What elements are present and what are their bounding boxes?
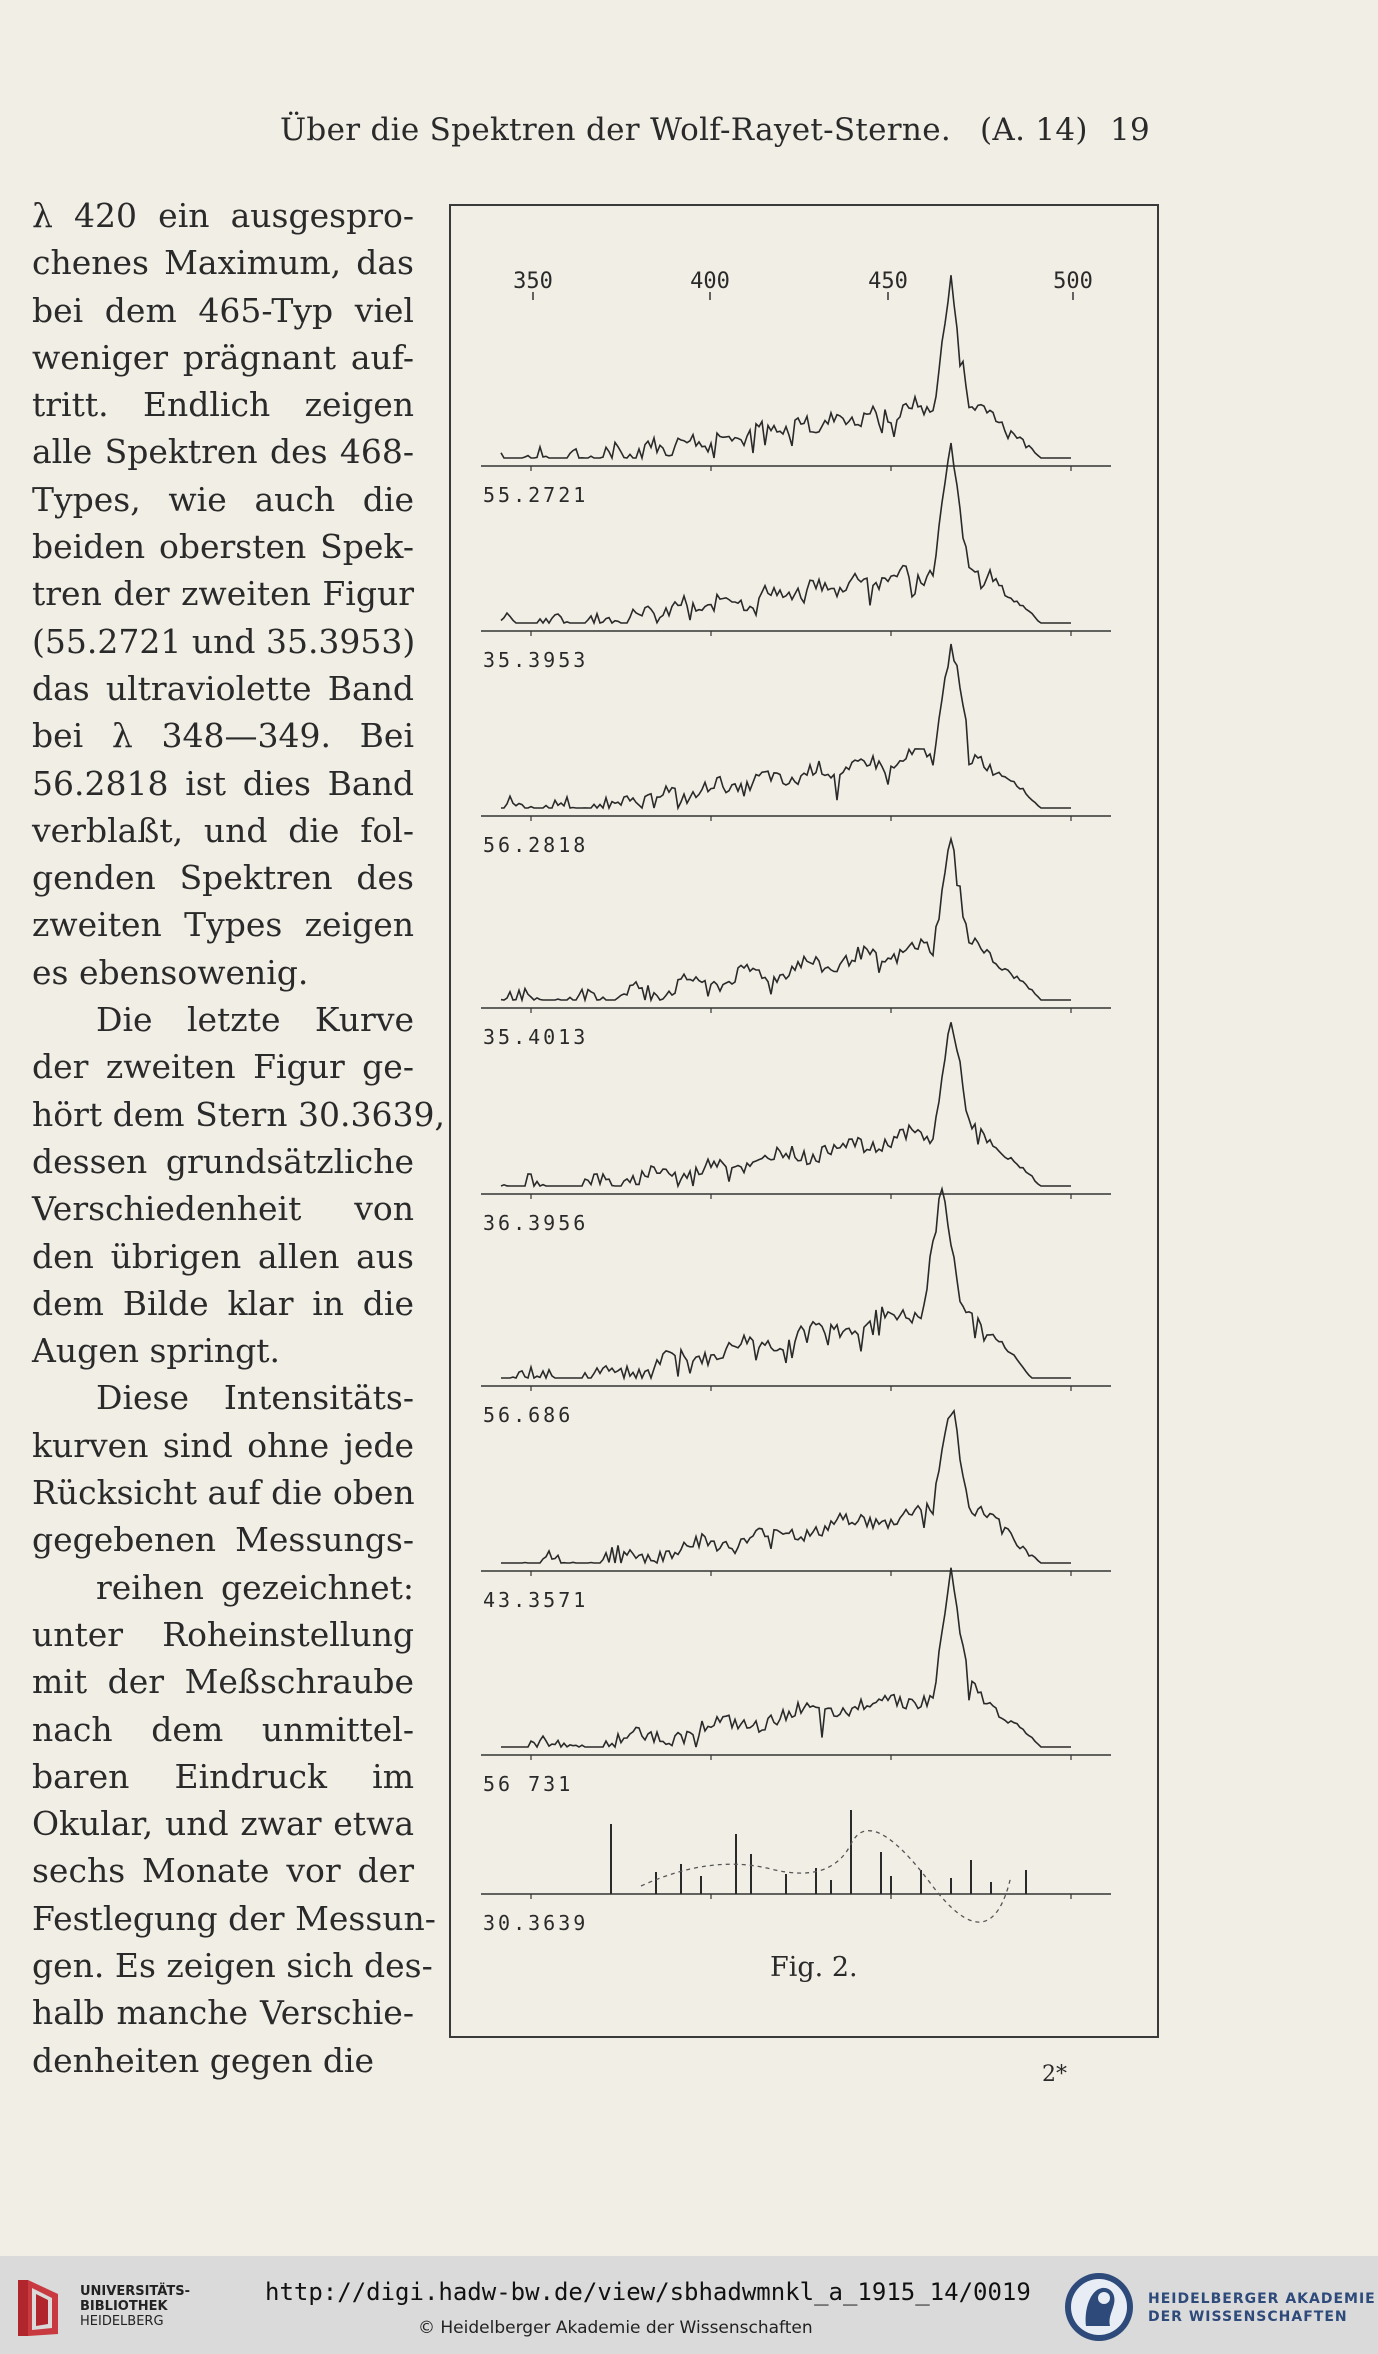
dotted-envelope-curve	[641, 1831, 1011, 1922]
text-line: Augen springt.	[32, 1331, 280, 1371]
text-line: 56.2818 ist dies Band	[32, 763, 414, 803]
academy-name-line-2: DER WISSENSCHAFTEN	[1148, 2309, 1348, 2325]
curve-label: 56.2818	[483, 833, 589, 857]
intensity-curve	[501, 275, 1071, 458]
running-title: Über die Spektren der Wolf-Rayet-Sterne.	[280, 112, 951, 148]
text-line: chenes Maximum, das	[32, 243, 414, 283]
text-line: gegebenen Messungs-	[32, 1520, 414, 1560]
text-line: den übrigen allen aus	[32, 1236, 414, 1276]
figure-2-frame	[449, 204, 1159, 2038]
intensity-curve	[501, 1411, 1071, 1563]
library-name	[80, 2284, 190, 2329]
curve-label: 35.3953	[483, 648, 589, 672]
intensity-curve	[501, 839, 1071, 1000]
text-line: Festlegung der Messun-	[32, 1898, 436, 1938]
text-line: Types, wie auch die	[32, 479, 414, 519]
university-library-logo-icon[interactable]	[12, 2272, 74, 2342]
text-line: das ultraviolette Band	[32, 668, 414, 708]
text-line: Die letzte Kurve	[96, 1000, 414, 1040]
figure-caption: Fig. 2.	[770, 1952, 858, 1983]
curve-label: 43.3571	[483, 1588, 589, 1612]
spectra-intensity-curves	[451, 206, 1161, 2040]
academy-seal-logo-icon[interactable]	[1062, 2270, 1136, 2344]
text-line: sechs Monate vor der	[32, 1851, 414, 1891]
text-line: unter Roheinstellung	[32, 1614, 414, 1654]
text-line: baren Eindruck im	[32, 1756, 414, 1796]
text-line: tren der zweiten Figur	[32, 574, 414, 614]
text-line: zweiten Types zeigen	[32, 905, 414, 945]
text-line: verblaßt, und die fol-	[32, 810, 414, 850]
axis-label-350: 350	[513, 269, 553, 294]
text-line: beiden obersten Spek-	[32, 527, 414, 567]
copyright-notice: © Heidelberger Akademie der Wissenschaften	[418, 2318, 813, 2338]
text-line: es ebensowenig.	[32, 952, 309, 992]
library-name-line-3: HEIDELBERG	[80, 2314, 164, 2329]
library-name-line-1: UNIVERSITÄTS-	[80, 2284, 190, 2299]
permalink-url[interactable]: http://digi.hadw-bw.de/view/sbhadwmnkl_a_1915_14/0019	[265, 2278, 1031, 2306]
curve-label: 56.686	[483, 1403, 574, 1427]
text-line: λ 420 ein ausgespro-	[32, 196, 414, 235]
text-line: Verschiedenheit von	[32, 1189, 414, 1229]
text-line: Diese Intensitäts-	[96, 1378, 414, 1418]
text-line: alle Spektren des 468-	[32, 432, 414, 472]
intensity-curve	[501, 443, 1071, 623]
axis-label-450: 450	[868, 269, 908, 294]
text-line: mit der Meßschraube	[32, 1662, 414, 1702]
volume-ref: (A. 14)	[980, 112, 1088, 148]
curve-label: 56 731	[483, 1772, 574, 1796]
text-line: gen. Es zeigen sich des-	[32, 1945, 433, 1985]
curve-label: 36.3956	[483, 1211, 589, 1235]
text-line: Okular, und zwar etwa	[32, 1804, 414, 1844]
text-line: nach dem unmittel-	[32, 1709, 414, 1749]
page-number: 19	[1110, 112, 1151, 148]
text-line: denheiten gegen die	[32, 2040, 375, 2080]
text-line: reihen gezeichnet:	[96, 1567, 414, 1607]
curve-label: 55.2721	[483, 483, 589, 507]
page-signature: 2*	[1042, 2062, 1067, 2087]
text-line: tritt. Endlich zeigen	[32, 385, 414, 425]
academy-name-line-1: HEIDELBERGER AKADEMIE	[1148, 2291, 1376, 2307]
footer-bar	[0, 2256, 1378, 2354]
text-line: bei dem 465-Typ viel	[32, 290, 414, 330]
text-line: (55.2721 und 35.3953)	[32, 621, 416, 661]
text-line: bei λ 348—349. Bei	[32, 716, 414, 756]
text-line: dessen grundsätzliche	[32, 1141, 414, 1181]
text-line: dem Bilde klar in die	[32, 1283, 414, 1323]
curve-label: 30.3639	[483, 1911, 589, 1935]
text-line: weniger prägnant auf-	[32, 337, 414, 377]
text-line: kurven sind ohne jede	[32, 1425, 414, 1465]
text-line: hört dem Stern 30.3639,	[32, 1094, 445, 1134]
text-line: genden Spektren des	[32, 858, 414, 898]
curve-label: 35.4013	[483, 1025, 589, 1049]
text-line: der zweiten Figur ge-	[32, 1047, 414, 1087]
library-name-line-2: BIBLIOTHEK	[80, 2299, 168, 2314]
body-text-column	[32, 192, 445, 2084]
text-line: Rücksicht auf die oben	[32, 1473, 415, 1513]
academy-name	[1148, 2290, 1376, 2326]
text-line: halb manche Verschie-	[32, 1993, 414, 2033]
axis-label-400: 400	[690, 269, 730, 294]
axis-label-500: 500	[1053, 269, 1093, 294]
